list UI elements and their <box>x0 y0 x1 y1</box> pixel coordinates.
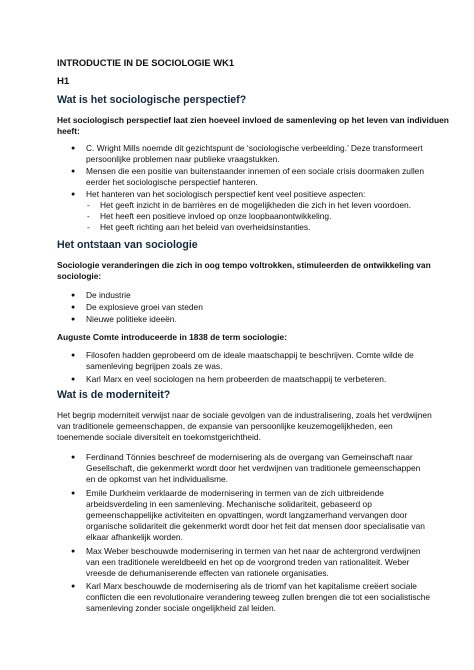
list-item: Nieuwe politieke ideeën. <box>86 314 177 324</box>
list-item: Het hanteren van het sociologisch perspectief kent veel positieve aspecten: <box>86 189 366 199</box>
list-item: eerder het sociologische perspectief hanteren. <box>86 177 258 187</box>
list-item: persoonlijke problemen naar publieke vraagstukken. <box>86 154 280 164</box>
paragraph-line: van traditionele gemeenschappen, de expansie van persoonlijke keuzemogelijkheden, een <box>57 421 393 431</box>
list-item: elkaar afhankelijk worden. <box>86 532 183 542</box>
list-item: Emile Durkheim verklaarde de modernisering in termen van de zich uitbreidende <box>86 488 384 498</box>
list-item: De explosieve groei van steden <box>86 302 203 312</box>
list-item: organische solidariteit die gekenmerkt wordt door het feit dat mensen door specialisatie van <box>86 521 425 531</box>
list-item: C. Wright Mills noemde dit gezichtspunt de ‘sociologische verbeelding.’ Deze transformeert <box>86 143 423 153</box>
paragraph-line: Het begrip moderniteit verwijst naar de sociale gevolgen van de industralisering, zoals het verdwijnen <box>57 410 432 420</box>
section-heading-modernity: Wat is de moderniteit? <box>57 389 171 401</box>
list-item: Ferdinand Tönnies beschreef de modernisering als de overgang van Gemeinschaft naar <box>86 452 413 462</box>
section-lead: Het sociologisch perspectief laat zien hoeveel invloed de samenleving op het leven van individuen <box>57 115 449 125</box>
bullet-icon: ● <box>71 168 76 175</box>
dash-icon: - <box>87 200 90 210</box>
paragraph-line: toenemende sociale diversiteit en toekomstgerichtheid. <box>57 432 261 442</box>
section-lead: heeft: <box>57 126 80 136</box>
list-item: Gesellschaft, die gekenmerkt wordt door het verdwijnen van traditionele gemeenschappen <box>86 463 421 473</box>
list-item: gemeenschappelijke activiteiten en opvattingen, wordt langzamerhand vervangen door <box>86 510 408 520</box>
list-item: vreesde de dehumaniserende effecten van rationele organisaties. <box>86 568 329 578</box>
bullet-icon: ● <box>71 454 76 461</box>
list-item: arbeidsverdeling in een samenleving. Mechanische solidariteit, gebaseerd op <box>86 499 372 509</box>
comte-lead: Auguste Comte introduceerde in 1838 de term sociologie: <box>57 332 287 342</box>
sub-list-item: Het geeft inzicht in de barrières en de mogelijkheden die zich in het leven voordoen. <box>100 200 411 210</box>
dash-icon: - <box>87 211 90 221</box>
list-item: Filosofen hadden geprobeerd om de ideale maatschappij te beschrijven. Comte wilde de <box>86 350 414 360</box>
list-item: conflicten die een revolutionaire verandering teweeg zullen brengen die tot een socialistische <box>86 592 431 602</box>
bullet-icon: ● <box>71 316 76 323</box>
section-heading-perspective: Wat is het sociologische perspectief? <box>57 94 247 106</box>
list-item: De industrie <box>86 290 131 300</box>
bullet-icon: ● <box>71 490 76 497</box>
sub-list-item: Het geeft richting aan het beleid van overheidsinstanties. <box>100 222 311 232</box>
list-item: Karl Marx beschouwde de modernisering als de triomf van het kapitalisme creëert sociale <box>86 581 417 591</box>
chapter-label: H1 <box>57 76 70 87</box>
section-lead: Sociologie veranderingen die zich in oog tempo voltrokken, stimuleerden de ontwikkeling van <box>57 260 431 270</box>
bullet-icon: ● <box>71 191 76 198</box>
bullet-icon: ● <box>71 548 76 555</box>
section-lead: sociologie: <box>57 271 102 281</box>
list-item: en de opkomst van het individualisme. <box>86 474 228 484</box>
bullet-icon: ● <box>71 304 76 311</box>
list-item: samenleving begrijpen zoals ze was. <box>86 361 223 371</box>
bullet-icon: ● <box>71 352 76 359</box>
list-item: Mensen die een positie van buitenstaander innemen of een sociale crisis doormaken zullen <box>86 166 424 176</box>
bullet-icon: ● <box>71 376 76 383</box>
bullet-icon: ● <box>71 292 76 299</box>
list-item: Karl Marx en veel sociologen na hem probeerden de maatschappij te verbeteren. <box>86 374 387 384</box>
document-title: INTRODUCTIE IN DE SOCIOLOGIE WK1 <box>57 57 235 68</box>
sub-list-item: Het heeft een positieve invloed op onze loopbaanontwikkeling. <box>100 211 332 221</box>
list-item: samenleving zonder sociale ongelijkheid zal leiden. <box>86 603 276 613</box>
bullet-icon: ● <box>71 145 76 152</box>
bullet-icon: ● <box>71 583 76 590</box>
section-heading-origin: Het ontstaan van sociologie <box>57 239 198 251</box>
dash-icon: - <box>87 222 90 232</box>
list-item: van een traditionele wereldbeeld en het op de voorgrond treden van rationaliteit. Weber <box>86 557 410 567</box>
list-item: Max Weber beschouwde modernisering in termen van het naar de achtergrond verdwijnen <box>86 546 421 556</box>
